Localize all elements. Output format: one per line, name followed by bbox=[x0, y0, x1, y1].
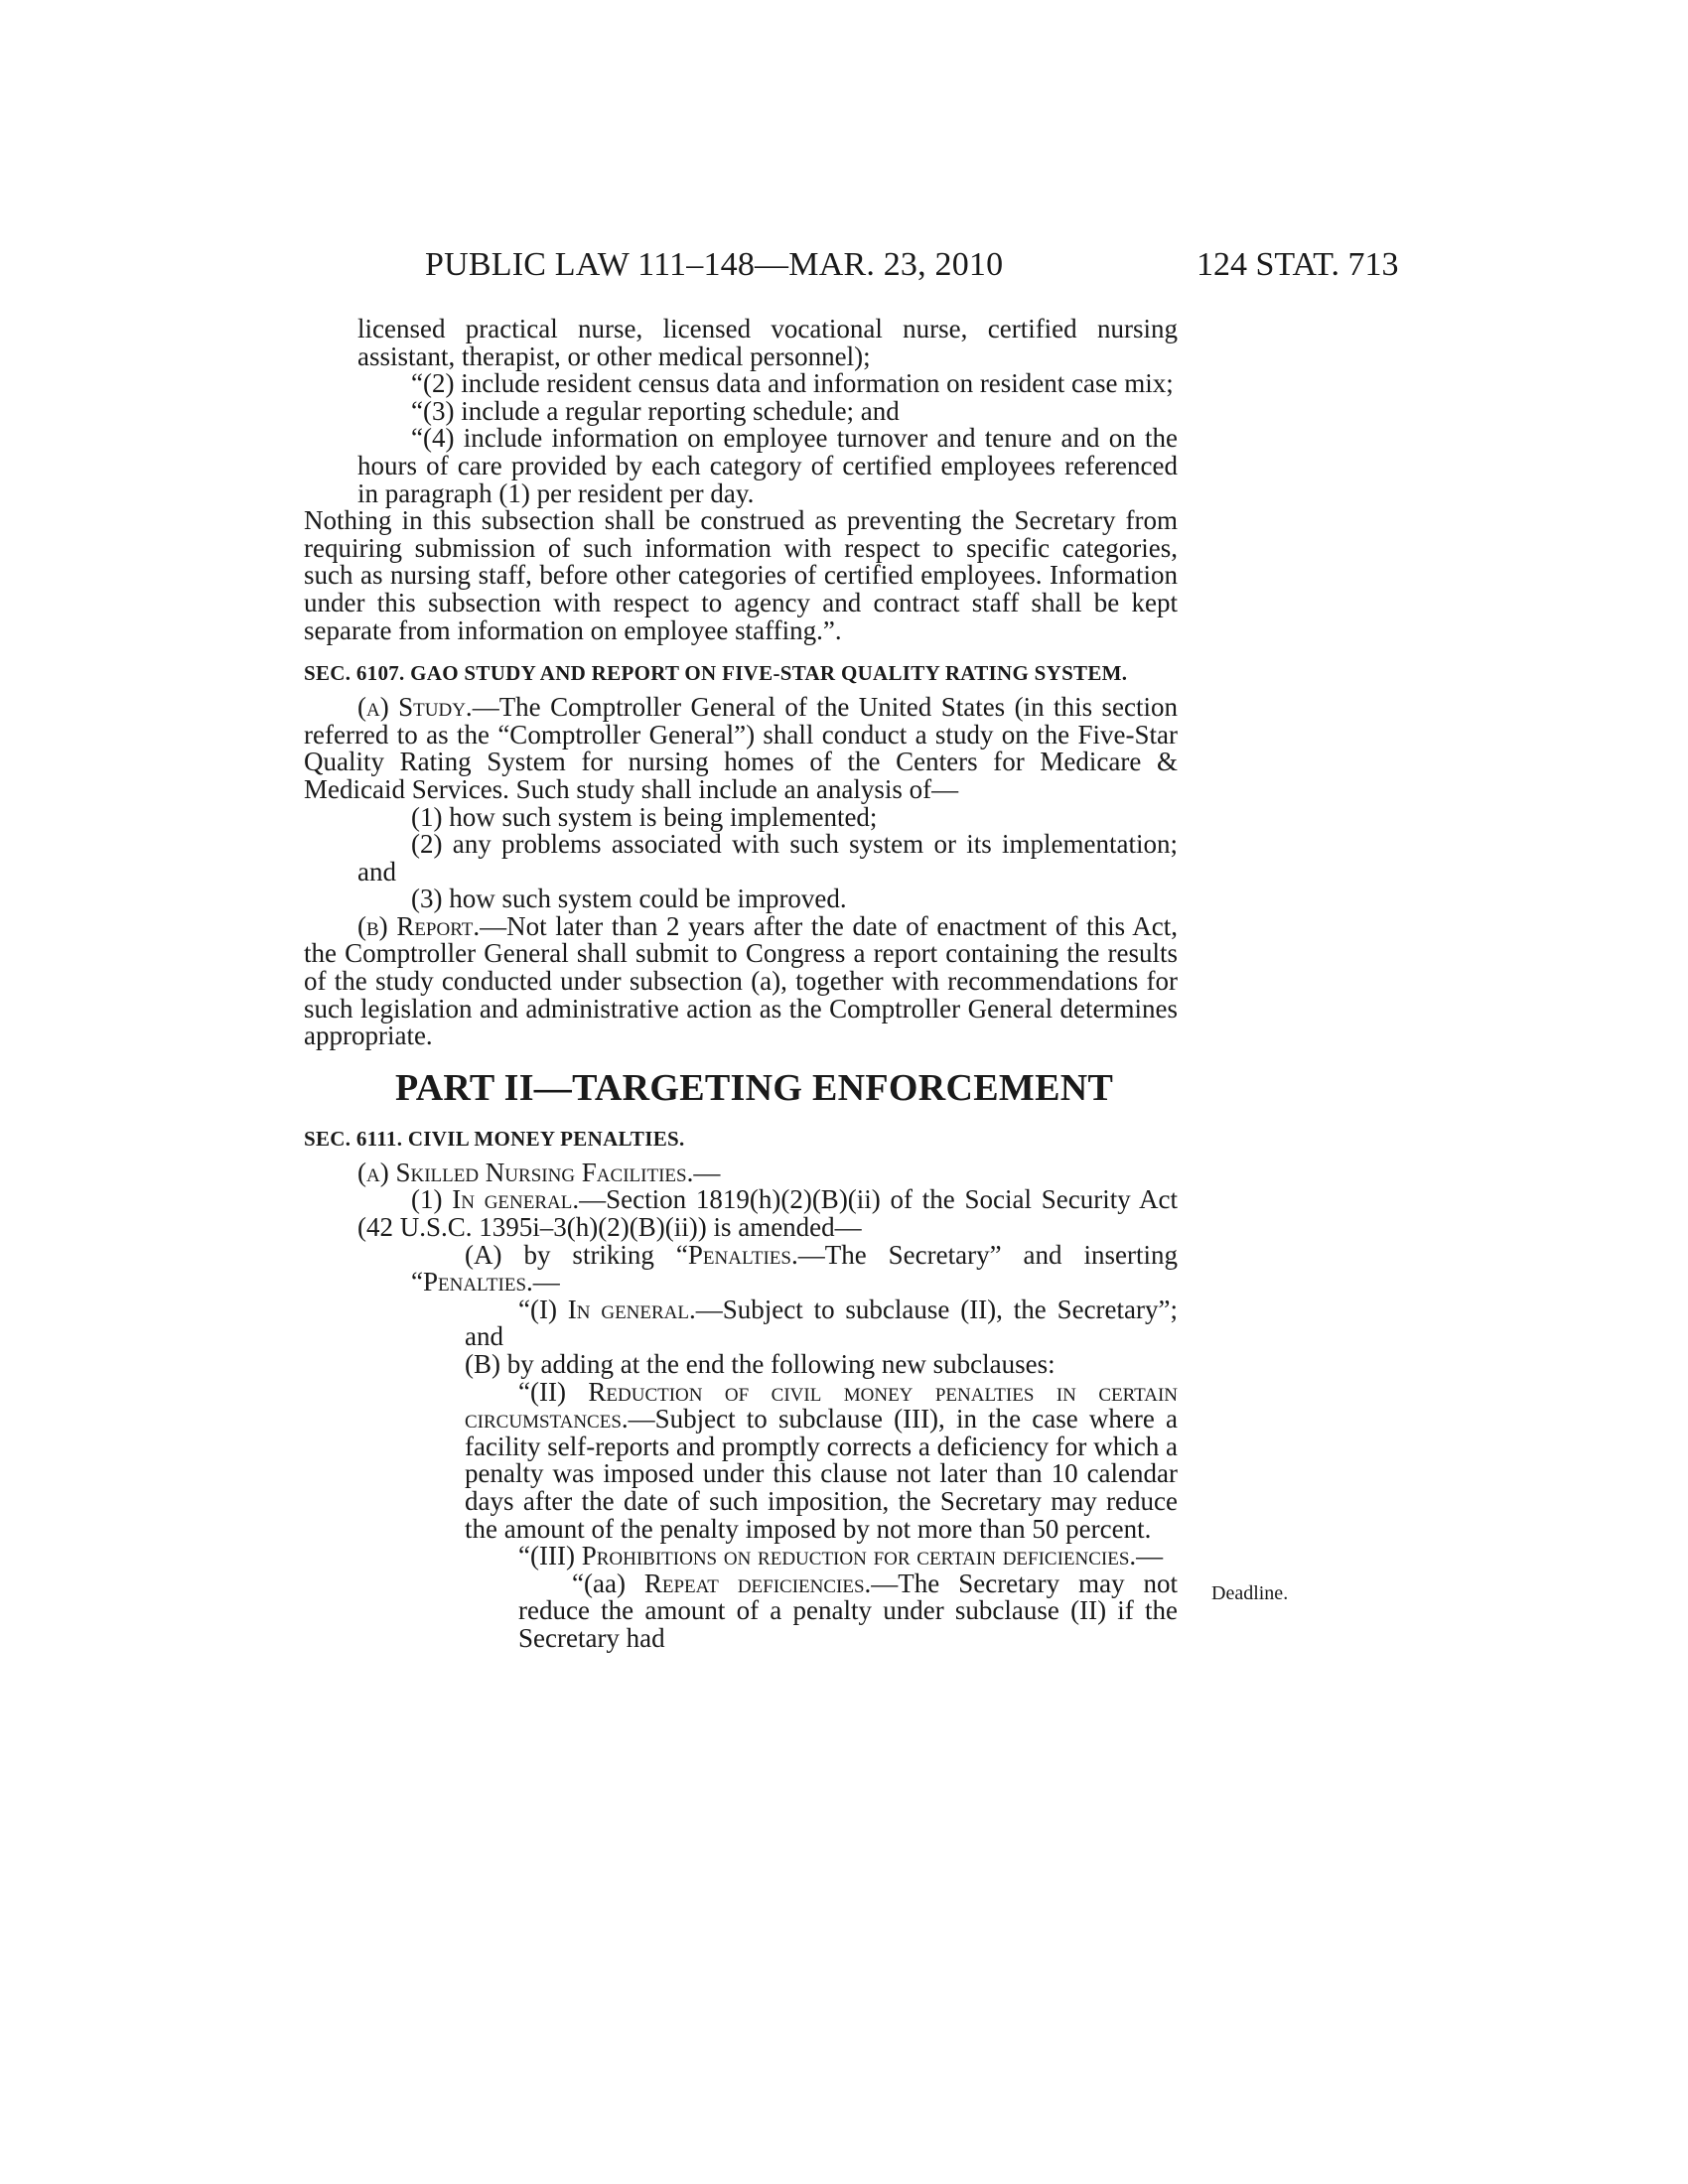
subclause-iii bbox=[304, 1543, 1178, 1570]
subclause-i bbox=[304, 1294, 1178, 1352]
item-aa bbox=[304, 1570, 1178, 1653]
subclause-i-text: —Subject to subclause (II), the Secretary”; and bbox=[465, 1294, 1178, 1352]
running-head: PUBLIC LAW 111–148—MAR. 23, 2010 bbox=[425, 246, 1004, 283]
subclause-iii-dash: — bbox=[1136, 1541, 1164, 1571]
item-aa-text: —The Secretary may not reduce the amount of a penalty under subclause (II) if the Secretary had bbox=[518, 1568, 1178, 1653]
subparagraph-a-term-2: Penalties. bbox=[422, 1267, 533, 1297]
item-aa-label: Repeat deficiencies. bbox=[643, 1568, 872, 1598]
study-item-3: (3) how such system could be improved. bbox=[411, 884, 847, 914]
subparagraph-a-dash: — bbox=[532, 1267, 560, 1297]
subsection-label-snf: (a) Skilled Nursing Facilities. bbox=[357, 1157, 694, 1187]
subclause-iii-number: “(III) bbox=[518, 1541, 582, 1571]
subsection-study bbox=[304, 694, 1178, 803]
subparagraph-a bbox=[304, 1239, 1178, 1297]
paragraph-in-general bbox=[304, 1186, 1178, 1241]
paragraph-continuation: licensed practical nurse, licensed vocational nurse, certified nursing assistant, therapist, or other medical personnel); bbox=[357, 314, 1178, 371]
subsection-text-study: —The Comptroller General of the United States (in this section referred to as the “Comptroller General”) shall conduct a study on the Five-Star Quality Rating System for nursing homes of the Centers for Medicare & Medicaid Services. Such study shall include an analysis of— bbox=[304, 692, 1178, 804]
paragraph-text-in-general: —Section 1819(h)(2)(B)(ii) of the Social Security Act (42 U.S.C. 1395i–3(h)(2)(B)(ii)) is amended— bbox=[357, 1184, 1178, 1243]
page-header bbox=[0, 246, 1688, 296]
item-aa-number: “(aa) bbox=[572, 1568, 644, 1598]
statute-citation: 124 STAT. 713 bbox=[1196, 246, 1399, 283]
subclause-ii-text: —Subject to subclause (III), in the case where a facility self-reports and promptly corrects a deficiency for which a penalty was imposed under this clause not later than 10 calendar days after the date of such imposition, the Secretary may reduce the amount of the penalty imposed by not more than 50 percent. bbox=[465, 1404, 1178, 1544]
subparagraph-a-text-2: —The Secretary” and inserting “ bbox=[411, 1239, 1178, 1297]
subparagraph-a-term: Penalties. bbox=[687, 1239, 798, 1270]
paragraph-number: (1) bbox=[411, 1184, 453, 1215]
section-heading-6111: SEC. 6111. CIVIL MONEY PENALTIES. bbox=[304, 1126, 685, 1151]
part-heading: PART II—TARGETING ENFORCEMENT bbox=[395, 1066, 1114, 1109]
subclause-i-number: “(I) bbox=[518, 1294, 568, 1324]
paragraph-item-4: “(4) include information on employee turnover and tenure and on the hours of care provided by each category of certified employees referenced in paragraph (1) per resident per day. bbox=[357, 423, 1178, 508]
paragraph-flush: Nothing in this subsection shall be construed as preventing the Secretary from requiring submission of such information with respect to specific categories, such as nursing staff, before other categories of certified employees. Information under this subsection with respect to agency and contract staff shall be kept separate from information on employee staffing.”. bbox=[304, 505, 1178, 645]
margin-note-deadline: Deadline. bbox=[1211, 1582, 1289, 1604]
paragraph-item-3: “(3) include a regular reporting schedule; and bbox=[411, 395, 900, 426]
subsection-dash-snf: — bbox=[693, 1157, 721, 1187]
subparagraph-b: (B) by adding at the end the following new subclauses: bbox=[465, 1349, 1055, 1379]
subclause-iii-label: Prohibitions on reduction for certain deficiencies. bbox=[581, 1541, 1137, 1571]
study-item-1: (1) how such system is being implemented; bbox=[411, 801, 878, 832]
subsection-report bbox=[304, 910, 1178, 1051]
paragraph-label-in-general: In general. bbox=[452, 1184, 580, 1215]
subsection-snf bbox=[304, 1157, 1178, 1187]
study-item-2: (2) any problems associated with such system or its implementation; and bbox=[357, 829, 1178, 887]
subclause-ii bbox=[304, 1376, 1178, 1544]
subclause-ii-label: Reduction of civil money penalties in certain circumstances. bbox=[465, 1376, 1178, 1434]
paragraph-item-2: “(2) include resident census data and information on resident case mix; bbox=[411, 368, 1174, 399]
subsection-label-study: (a) Study. bbox=[357, 692, 473, 723]
subsection-label-report: (b) Report. bbox=[357, 910, 481, 941]
subclause-ii-number: “(II) bbox=[518, 1376, 589, 1407]
subsection-text-report: —Not later than 2 years after the date of enactment of this Act, the Comptroller General shall submit to Congress a report containing the results of the study conducted under subsection (a), together with recommendations for such legislation and administrative action as the Comptroller General determines appropriate. bbox=[304, 910, 1178, 1051]
subclause-i-label: In general. bbox=[567, 1294, 696, 1324]
document-body bbox=[304, 316, 1178, 1653]
subparagraph-a-text: (A) by striking “ bbox=[465, 1239, 688, 1270]
section-heading-6107: SEC. 6107. GAO STUDY AND REPORT ON FIVE-STAR QUALITY RATING SYSTEM. bbox=[304, 661, 1128, 686]
